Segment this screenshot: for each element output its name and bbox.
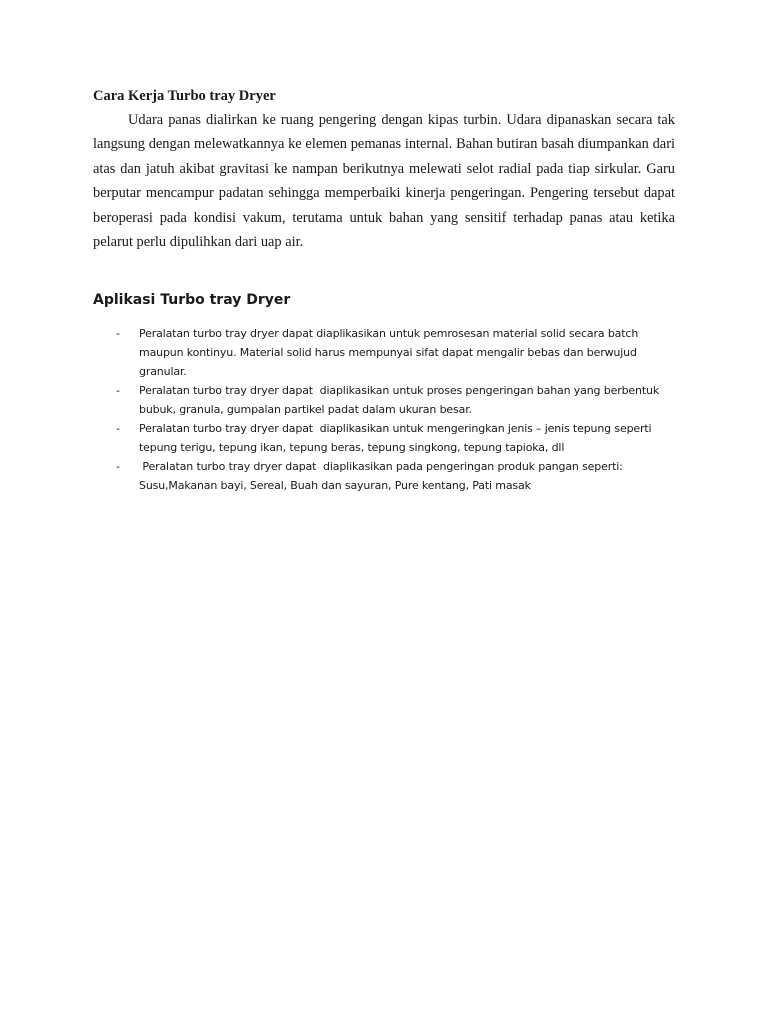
- section-heading-aplikasi: Aplikasi Turbo tray Dryer: [93, 292, 291, 308]
- bullet-dash: -: [116, 460, 120, 473]
- section-cara-kerja: [93, 86, 675, 254]
- body-paragraph: Udara panas dialirkan ke ruang pengering dengan kipas turbin. Udara dipanaskan secara tak langsung dengan melewatkannya ke elemen pemanas internal. Bahan butiran basah diumpankan dari atas dan jatuh akibat gravitasi ke nampan berikutnya melewati selot radial pada tiap sirkular. Garu berputar mencampur padatan sehingga memperbaiki kinerja pengeringan. Pengering tersebut dapat beroperasi pada kondisi vakum, terutama untuk bahan yang sensitif terhadap panas atau ketika pelarut perlu dipulihkan dari uap air.: [93, 112, 675, 251]
- list-item: [93, 381, 683, 419]
- bullet-dash: -: [116, 327, 120, 340]
- list-item: [93, 324, 683, 381]
- section-aplikasi: [93, 290, 683, 495]
- list-item-text: Peralatan turbo tray dryer dapat diaplikasikan untuk proses pengeringan bahan yang berbentuk bubuk, granula, gumpalan partikel padat dalam ukuran besar.: [139, 384, 663, 416]
- bullet-dash: -: [116, 384, 120, 397]
- bullet-dash: -: [116, 422, 120, 435]
- list-item: [93, 457, 683, 495]
- list-item-text: Peralatan turbo tray dryer dapat diaplikasikan untuk mengeringkan jenis – jenis tepung seperti tepung terigu, tepung ikan, tepung beras, tepung singkong, tepung tapioka, dll: [139, 422, 655, 454]
- list-item-text: Peralatan turbo tray dryer dapat diaplikasikan untuk pemrosesan material solid secara batch maupun kontinyu. Material solid harus mempunyai sifat dapat mengalir bebas dan berwujud granular.: [139, 327, 642, 378]
- section-heading-cara-kerja: Cara Kerja Turbo tray Dryer: [93, 88, 276, 104]
- bullet-list: [93, 324, 683, 495]
- list-item: [93, 419, 683, 457]
- list-item-text: Peralatan turbo tray dryer dapat diaplikasikan pada pengeringan produk pangan seperti: Susu,Makanan bayi, Sereal, Buah dan sayuran, Pure kentang, Pati masak: [139, 460, 627, 492]
